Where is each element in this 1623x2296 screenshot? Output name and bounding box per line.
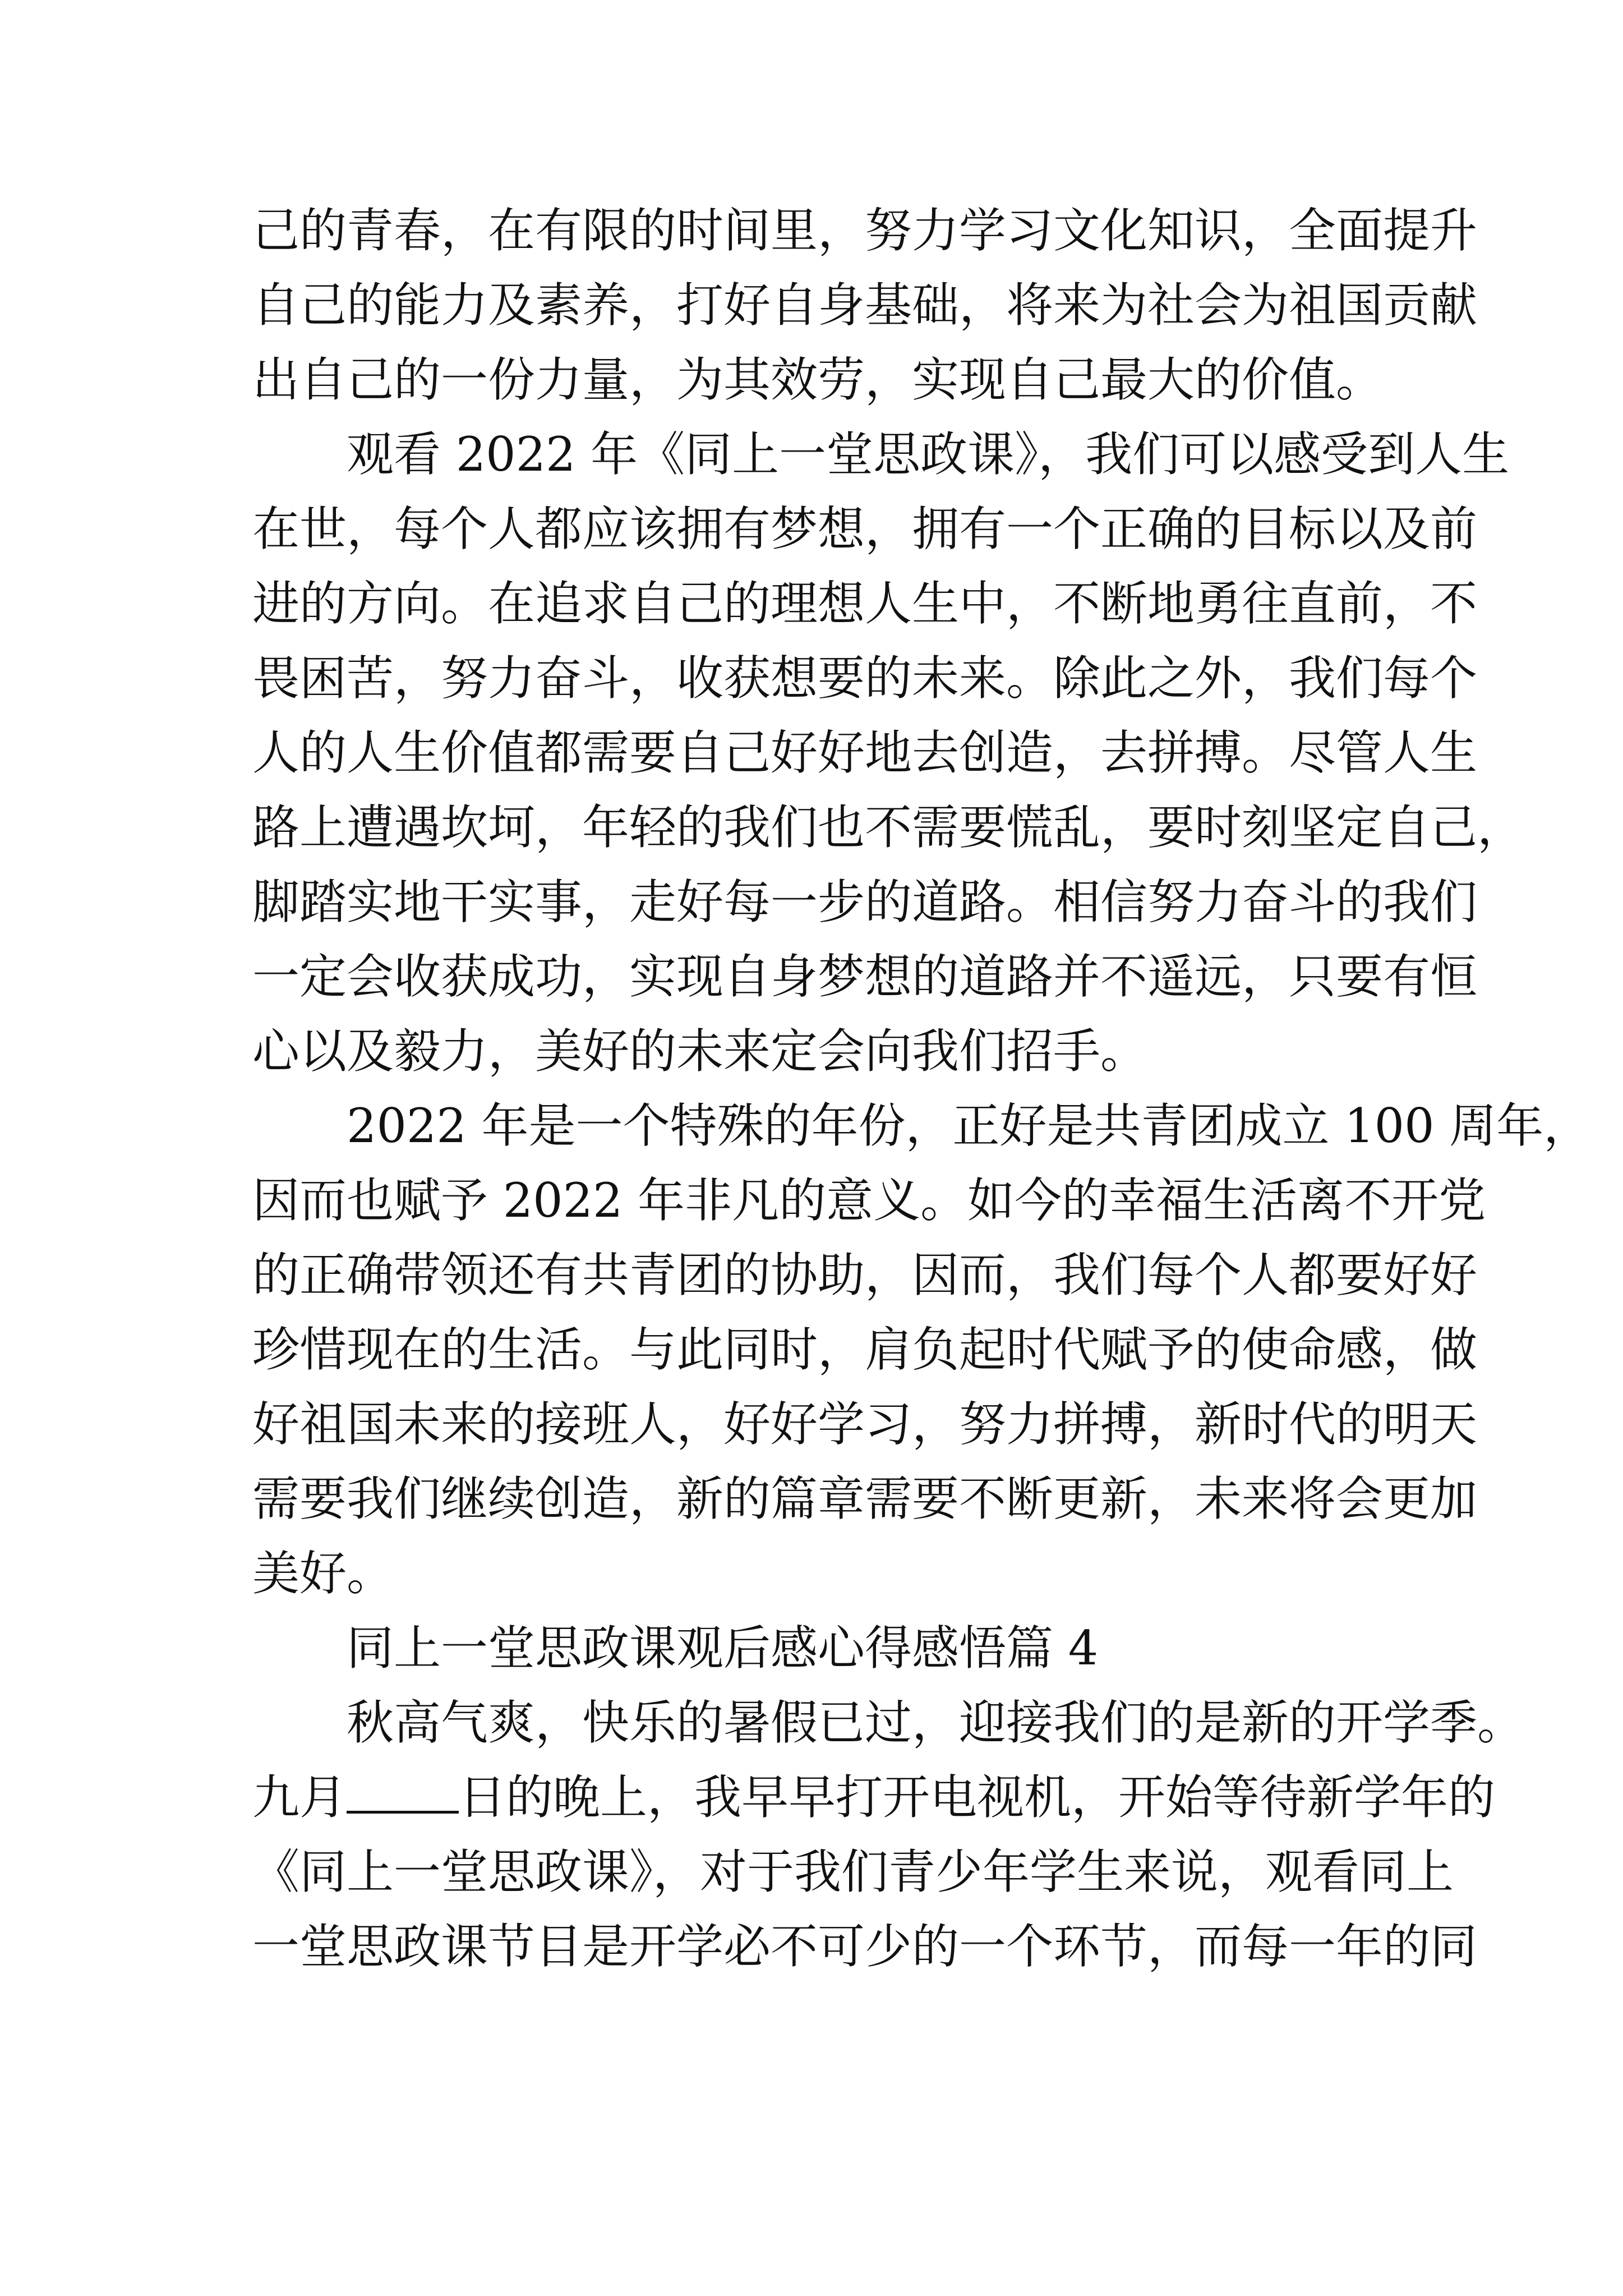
text-line: 己的青春，在有限的时间里，努力学习文化知识，全面提升 xyxy=(252,203,1478,258)
text-line: 畏困苦，努力奋斗，收获想要的未来。除此之外，我们每个 xyxy=(252,651,1478,706)
text-line: 进的方向。在追求自己的理想人生中，不断地勇往直前，不 xyxy=(252,576,1478,631)
text-line: 观看 2022 年《同上一堂思政课》，我们可以感受到人生 xyxy=(347,427,1510,482)
document-body xyxy=(252,194,1591,1984)
text-line: 珍惜现在的生活。与此同时，肩负起时代赋予的使命感，做 xyxy=(252,1322,1478,1377)
text-line: 一定会收获成功，实现自身梦想的道路并不遥远，只要有恒 xyxy=(252,949,1478,1004)
text-line: 路上遭遇坎坷，年轻的我们也不需要慌乱，要时刻坚定自己， xyxy=(252,800,1525,855)
text-line: 2022 年是一个特殊的年份，正好是共青团成立 100 周年， xyxy=(347,1098,1591,1153)
text-line: 美好。 xyxy=(252,1546,394,1601)
text-line: 秋高气爽，快乐的暑假已过，迎接我们的是新的开学季。 xyxy=(347,1695,1525,1750)
text-line-with-blank xyxy=(252,1760,1496,1835)
text-line: 心以及毅力，美好的未来定会向我们招手。 xyxy=(252,1024,1148,1079)
text-line: 一堂思政课节目是开学必不可少的一个环节，而每一年的同 xyxy=(252,1919,1478,1974)
fill-in-blank xyxy=(347,1772,459,1814)
text-fragment: 九月 xyxy=(252,1770,347,1825)
section-heading: 同上一堂思政课观后感心得感悟篇 4 xyxy=(347,1621,1099,1676)
text-line: 自己的能力及素养，打好自身基础，将来为社会为祖国贡献 xyxy=(252,278,1478,333)
text-line: 人的人生价值都需要自己好好地去创造，去拼搏。尽管人生 xyxy=(252,725,1478,780)
text-line: 因而也赋予 2022 年非凡的意义。如今的幸福生活离不开党 xyxy=(252,1173,1486,1228)
text-line: 在世，每个人都应该拥有梦想，拥有一个正确的目标以及前 xyxy=(252,501,1478,556)
text-line: 好祖国未来的接班人，好好学习，努力拼搏，新时代的明天 xyxy=(252,1397,1478,1452)
text-line: 需要我们继续创造，新的篇章需要不断更新，未来将会更加 xyxy=(252,1471,1478,1526)
text-line: 的正确带领还有共青团的协助，因而，我们每个人都要好好 xyxy=(252,1248,1478,1303)
text-line: 出自己的一份力量，为其效劳，实现自己最大的价值。 xyxy=(252,352,1384,407)
text-fragment: 日的晚上，我早早打开电视机，开始等待新学年的 xyxy=(459,1770,1496,1825)
text-line: 《同上一堂思政课》，对于我们青少年学生来说，观看同上 xyxy=(252,1844,1454,1899)
text-line: 脚踏实地干实事，走好每一步的道路。相信努力奋斗的我们 xyxy=(252,875,1478,930)
